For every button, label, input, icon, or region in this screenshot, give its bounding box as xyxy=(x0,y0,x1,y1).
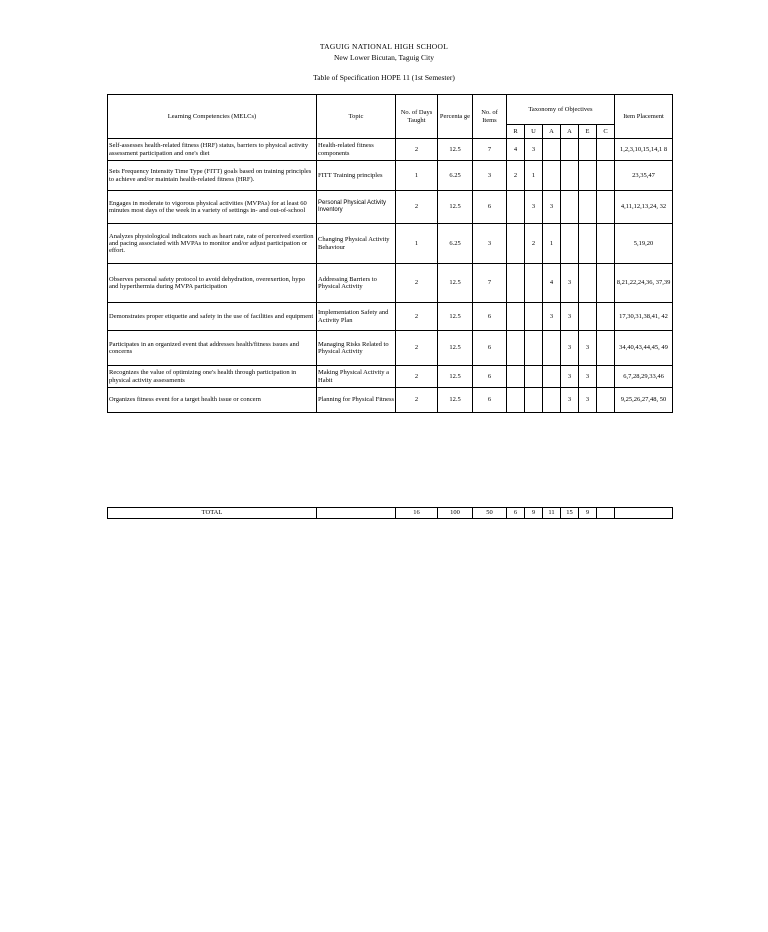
percentage-cell: 12.5 xyxy=(438,331,473,366)
competency-cell: Self-assesses health-related fitness (HRF) status, barriers to physical activity assessment participation and one's diet xyxy=(108,139,317,161)
col-header-taxonomy: Taxonomy of Objectives xyxy=(507,95,615,125)
days-cell: 1 xyxy=(396,161,438,191)
percentage-cell: 12.5 xyxy=(438,366,473,388)
days-cell: 2 xyxy=(396,388,438,413)
percentage-cell: 6.25 xyxy=(438,161,473,191)
a1-cell: 1 xyxy=(543,224,561,264)
a1-cell xyxy=(543,331,561,366)
competency-cell: Sets Frequency Intensity Time Type (FITT) goals based on training principles to achieve and/or maintain health-related fitness (HRF). xyxy=(108,161,317,191)
topic-cell: Implementation Safety and Activity Plan xyxy=(317,303,396,331)
col-header-c: C xyxy=(597,125,615,139)
topic-cell: Personal Physical Activity Inventory xyxy=(317,191,396,224)
total-label: TOTAL xyxy=(108,508,317,519)
c-cell xyxy=(597,331,615,366)
col-header-percentage: Percenta ge xyxy=(438,95,473,139)
a2-cell: 3 xyxy=(561,264,579,303)
table-row xyxy=(108,388,673,413)
r-cell xyxy=(507,191,525,224)
table-row xyxy=(108,366,673,388)
total-row xyxy=(108,508,673,519)
percentage-cell: 12.5 xyxy=(438,388,473,413)
total-placement xyxy=(615,508,673,519)
a2-cell: 3 xyxy=(561,366,579,388)
a2-cell xyxy=(561,224,579,264)
a2-cell xyxy=(561,139,579,161)
r-cell: 2 xyxy=(507,161,525,191)
days-cell: 2 xyxy=(396,139,438,161)
items-cell: 6 xyxy=(473,191,507,224)
total-a2: 15 xyxy=(561,508,579,519)
r-cell xyxy=(507,303,525,331)
topic-cell: Managing Risks Related to Physical Activity xyxy=(317,331,396,366)
r-cell xyxy=(507,366,525,388)
items-cell: 6 xyxy=(473,331,507,366)
r-cell xyxy=(507,388,525,413)
u-cell: 3 xyxy=(525,191,543,224)
items-cell: 7 xyxy=(473,139,507,161)
topic-cell: FITT Training principles xyxy=(317,161,396,191)
table-row xyxy=(108,139,673,161)
total-percentage: 100 xyxy=(438,508,473,519)
col-header-items: No. of Items xyxy=(473,95,507,139)
table-row xyxy=(108,161,673,191)
items-cell: 6 xyxy=(473,303,507,331)
total-topic-cell xyxy=(317,508,396,519)
a2-cell: 3 xyxy=(561,331,579,366)
c-cell xyxy=(597,139,615,161)
percentage-cell: 12.5 xyxy=(438,139,473,161)
total-days: 16 xyxy=(396,508,438,519)
percentage-cell: 12.5 xyxy=(438,191,473,224)
e-cell xyxy=(579,191,597,224)
competency-cell: Recognizes the value of optimizing one's health through participation in physical activity assessments xyxy=(108,366,317,388)
competency-cell: Demonstrates proper etiquette and safety in the use of facilities and equipment xyxy=(108,303,317,331)
e-cell xyxy=(579,139,597,161)
items-cell: 6 xyxy=(473,388,507,413)
specification-table xyxy=(107,94,673,413)
e-cell: 3 xyxy=(579,388,597,413)
placement-cell: 6,7,28,29,33,46 xyxy=(615,366,673,388)
total-c xyxy=(597,508,615,519)
competency-cell: Analyzes physiological indicators such as heart rate, rate of perceived exertion and pacing associated with MVPAs to monitor and/or adjust participation or effort. xyxy=(108,224,317,264)
u-cell: 1 xyxy=(525,161,543,191)
c-cell xyxy=(597,161,615,191)
school-name: TAGUIG NATIONAL HIGH SCHOOL xyxy=(319,42,449,51)
col-header-u: U xyxy=(525,125,543,139)
col-header-e: E xyxy=(579,125,597,139)
e-cell: 3 xyxy=(579,331,597,366)
col-header-a1: A xyxy=(543,125,561,139)
percentage-cell: 12.5 xyxy=(438,303,473,331)
total-e: 9 xyxy=(579,508,597,519)
c-cell xyxy=(597,264,615,303)
total-r: 6 xyxy=(507,508,525,519)
u-cell: 3 xyxy=(525,139,543,161)
a1-cell xyxy=(543,388,561,413)
items-cell: 3 xyxy=(473,224,507,264)
r-cell xyxy=(507,264,525,303)
e-cell xyxy=(579,224,597,264)
placement-cell: 9,25,26,27,48, 50 xyxy=(615,388,673,413)
total-a1: 11 xyxy=(543,508,561,519)
placement-cell: 8,21,22,24,36, 37,39 xyxy=(615,264,673,303)
placement-cell: 34,40,43,44,45, 49 xyxy=(615,331,673,366)
days-cell: 2 xyxy=(396,331,438,366)
percentage-cell: 6.25 xyxy=(438,224,473,264)
a1-cell: 3 xyxy=(543,303,561,331)
table-row xyxy=(108,264,673,303)
col-header-topic: Topic xyxy=(317,95,396,139)
col-header-placement: Item Placement xyxy=(615,95,673,139)
e-cell xyxy=(579,161,597,191)
r-cell xyxy=(507,331,525,366)
placement-cell: 4,11,12,13,24, 32 xyxy=(615,191,673,224)
r-cell: 4 xyxy=(507,139,525,161)
days-cell: 2 xyxy=(396,303,438,331)
competency-cell: Participates in an organized event that addresses health/fitness issues and concerns xyxy=(108,331,317,366)
days-cell: 2 xyxy=(396,264,438,303)
topic-cell: Addressing Barriers to Physical Activity xyxy=(317,264,396,303)
e-cell xyxy=(579,264,597,303)
u-cell xyxy=(525,388,543,413)
e-cell: 3 xyxy=(579,366,597,388)
topic-cell: Health-related fitness components xyxy=(317,139,396,161)
topic-cell: Changing Physical Activity Behaviour xyxy=(317,224,396,264)
table-row xyxy=(108,303,673,331)
days-cell: 2 xyxy=(396,191,438,224)
c-cell xyxy=(597,191,615,224)
r-cell xyxy=(507,224,525,264)
percentage-cell: 12.5 xyxy=(438,264,473,303)
col-header-competency: Learning Competencies (MELCs) xyxy=(108,95,317,139)
a2-cell xyxy=(561,161,579,191)
days-cell: 2 xyxy=(396,366,438,388)
a2-cell xyxy=(561,191,579,224)
u-cell xyxy=(525,264,543,303)
table-row xyxy=(108,331,673,366)
c-cell xyxy=(597,303,615,331)
u-cell: 2 xyxy=(525,224,543,264)
col-header-days: No. of Days Taught xyxy=(396,95,438,139)
total-table xyxy=(107,507,673,519)
u-cell xyxy=(525,331,543,366)
u-cell xyxy=(525,303,543,331)
col-header-r: R xyxy=(507,125,525,139)
topic-cell: Planning for Physical Fitness xyxy=(317,388,396,413)
total-u: 9 xyxy=(525,508,543,519)
placement-cell: 5,19,20 xyxy=(615,224,673,264)
items-cell: 3 xyxy=(473,161,507,191)
a1-cell xyxy=(543,366,561,388)
a1-cell xyxy=(543,139,561,161)
c-cell xyxy=(597,366,615,388)
a1-cell: 3 xyxy=(543,191,561,224)
placement-cell: 23,35,47 xyxy=(615,161,673,191)
topic-cell: Making Physical Activity a Habit xyxy=(317,366,396,388)
school-address: New Lower Bicutan, Taguig City xyxy=(334,53,434,62)
col-header-a2: A xyxy=(561,125,579,139)
c-cell xyxy=(597,224,615,264)
items-cell: 6 xyxy=(473,366,507,388)
table-row xyxy=(108,191,673,224)
a1-cell: 4 xyxy=(543,264,561,303)
items-cell: 7 xyxy=(473,264,507,303)
a2-cell: 3 xyxy=(561,388,579,413)
table-row xyxy=(108,224,673,264)
a1-cell xyxy=(543,161,561,191)
table-title: Table of Specification HOPE 11 (1st Semester) xyxy=(313,73,455,82)
placement-cell: 1,2,3,10,15,14,1 8 xyxy=(615,139,673,161)
e-cell xyxy=(579,303,597,331)
competency-cell: Observes personal safety protocol to avoid dehydration, overexertion, hypo and hyperthermia during MVPA participation xyxy=(108,264,317,303)
u-cell xyxy=(525,366,543,388)
total-items: 50 xyxy=(473,508,507,519)
a2-cell: 3 xyxy=(561,303,579,331)
c-cell xyxy=(597,388,615,413)
placement-cell: 17,30,31,38,41, 42 xyxy=(615,303,673,331)
competency-cell: Engages in moderate to vigorous physical activities (MVPAs) for at least 60 minutes most days of the week in a variety of settings in- and out-of-school xyxy=(108,191,317,224)
days-cell: 1 xyxy=(396,224,438,264)
competency-cell: Organizes fitness event for a target health issue or concern xyxy=(108,388,317,413)
